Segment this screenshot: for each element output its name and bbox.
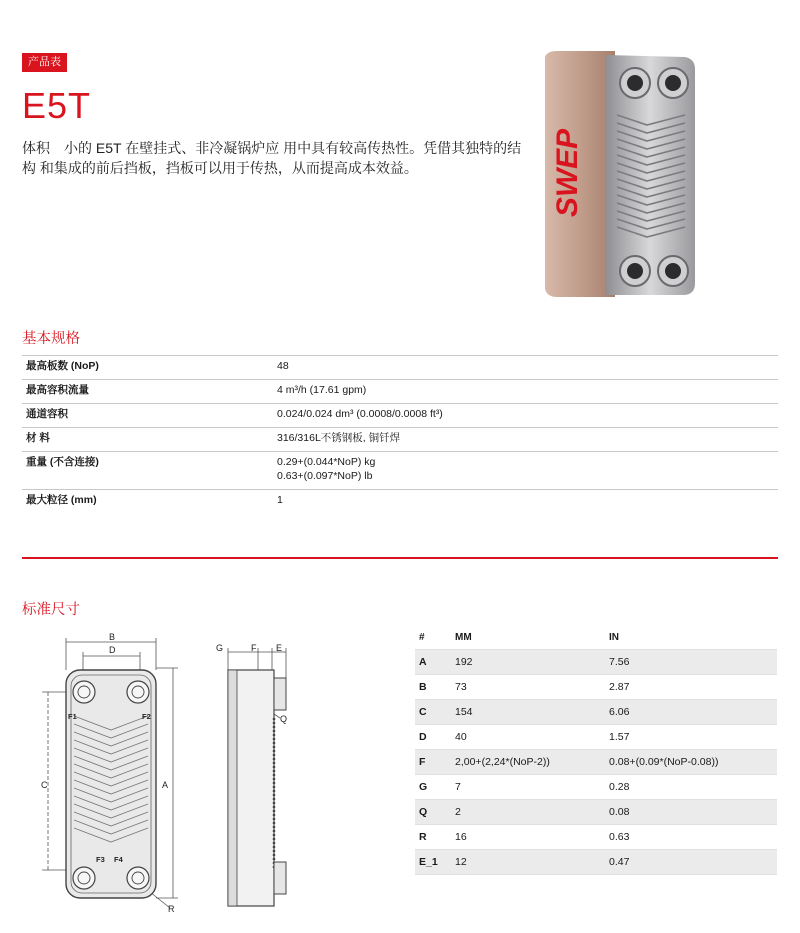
dim-label-q: Q: [280, 714, 288, 724]
dim-mm: 2: [451, 800, 605, 825]
spec-key: 重量 (不含连接): [22, 452, 273, 490]
product-description: 体积 小的 E5T 在壁挂式、非冷凝锅炉应 用中具有较高传热性。凭借其独特的结构 和集成的前后挡板，挡板可以用于传热，从而提高成本效益。: [22, 140, 522, 176]
table-row: [415, 725, 777, 750]
dim-in: 0.08+(0.09*(NoP-0.08)): [605, 750, 777, 775]
dim-in: 0.28: [605, 775, 777, 800]
table-row: [415, 800, 777, 825]
port-label-f1: F1: [68, 712, 77, 721]
spec-value: 1: [273, 490, 778, 514]
dim-mm: 154: [451, 700, 605, 725]
dim-label-b: B: [109, 632, 116, 642]
port-label-f3: F3: [96, 855, 105, 864]
product-sheet-badge: 产品表: [22, 53, 67, 72]
table-row: [415, 750, 777, 775]
table-row: [22, 380, 778, 404]
spec-key: 最高板数 (NoP): [22, 356, 273, 380]
table-header-row: [415, 625, 777, 650]
dim-symbol: B: [415, 675, 451, 700]
dim-label-e: E: [276, 643, 283, 653]
table-row: [22, 428, 778, 452]
table-row: [415, 700, 777, 725]
spec-value: 48: [273, 356, 778, 380]
table-row: [22, 452, 778, 490]
dim-symbol: Q: [415, 800, 451, 825]
dim-symbol: D: [415, 725, 451, 750]
dim-in: 0.63: [605, 825, 777, 850]
dim-symbol: E_1: [415, 850, 451, 875]
spec-value: 316/316L不锈钢板, 铜钎焊: [273, 428, 778, 452]
product-image: [535, 45, 705, 305]
table-row: [22, 356, 778, 380]
port-label-f4: F4: [114, 855, 123, 864]
front-view-drawing: [38, 630, 198, 920]
column-header: MM: [451, 625, 605, 650]
dim-mm: 73: [451, 675, 605, 700]
table-row: [415, 825, 777, 850]
spec-value: 0.29+(0.044*NoP) kg 0.63+(0.097*NoP) lb: [273, 452, 778, 490]
dim-mm: 16: [451, 825, 605, 850]
dim-symbol: C: [415, 700, 451, 725]
spec-key: 通道容积: [22, 404, 273, 428]
section-divider: [22, 557, 778, 559]
spec-key: 材 料: [22, 428, 273, 452]
dim-in: 6.06: [605, 700, 777, 725]
dim-symbol: F: [415, 750, 451, 775]
dim-mm: 192: [451, 650, 605, 675]
table-row: [415, 850, 777, 875]
table-row: [22, 404, 778, 428]
dim-in: 2.87: [605, 675, 777, 700]
table-row: [415, 650, 777, 675]
dim-in: 7.56: [605, 650, 777, 675]
dim-mm: 40: [451, 725, 605, 750]
dim-mm: 7: [451, 775, 605, 800]
side-view-drawing: [210, 638, 300, 918]
dim-label-f: F: [251, 643, 257, 653]
table-row: [415, 775, 777, 800]
spec-value: 4 m³/h (17.61 gpm): [273, 380, 778, 404]
swep-logo: SWEP: [551, 128, 584, 218]
dim-in: 1.57: [605, 725, 777, 750]
dim-in: 0.08: [605, 800, 777, 825]
spec-key: 最高容积流量: [22, 380, 273, 404]
dim-mm: 2,00+(2,24*(NoP-2)): [451, 750, 605, 775]
product-title: E5T: [22, 85, 92, 126]
table-row: [415, 675, 777, 700]
spec-key: 最大粒径 (mm): [22, 490, 273, 514]
port-label-f2: F2: [142, 712, 151, 721]
dim-label-g: G: [216, 643, 224, 653]
dim-in: 0.47: [605, 850, 777, 875]
spec-value: 0.024/0.024 dm³ (0.0008/0.0008 ft³): [273, 404, 778, 428]
dim-symbol: A: [415, 650, 451, 675]
standard-dims-heading: 标准尺寸: [22, 602, 80, 618]
column-header: IN: [605, 625, 777, 650]
dim-label-c: C: [41, 780, 48, 790]
dim-symbol: R: [415, 825, 451, 850]
basic-specs-table: [22, 355, 778, 513]
column-header: #: [415, 625, 451, 650]
dim-label-a: A: [162, 780, 169, 790]
dim-label-r: R: [168, 904, 175, 914]
dimensions-table: [415, 625, 777, 875]
table-row: [22, 490, 778, 514]
dim-mm: 12: [451, 850, 605, 875]
dim-label-d: D: [109, 645, 116, 655]
dim-symbol: G: [415, 775, 451, 800]
basic-specs-heading: 基本规格: [22, 331, 80, 347]
